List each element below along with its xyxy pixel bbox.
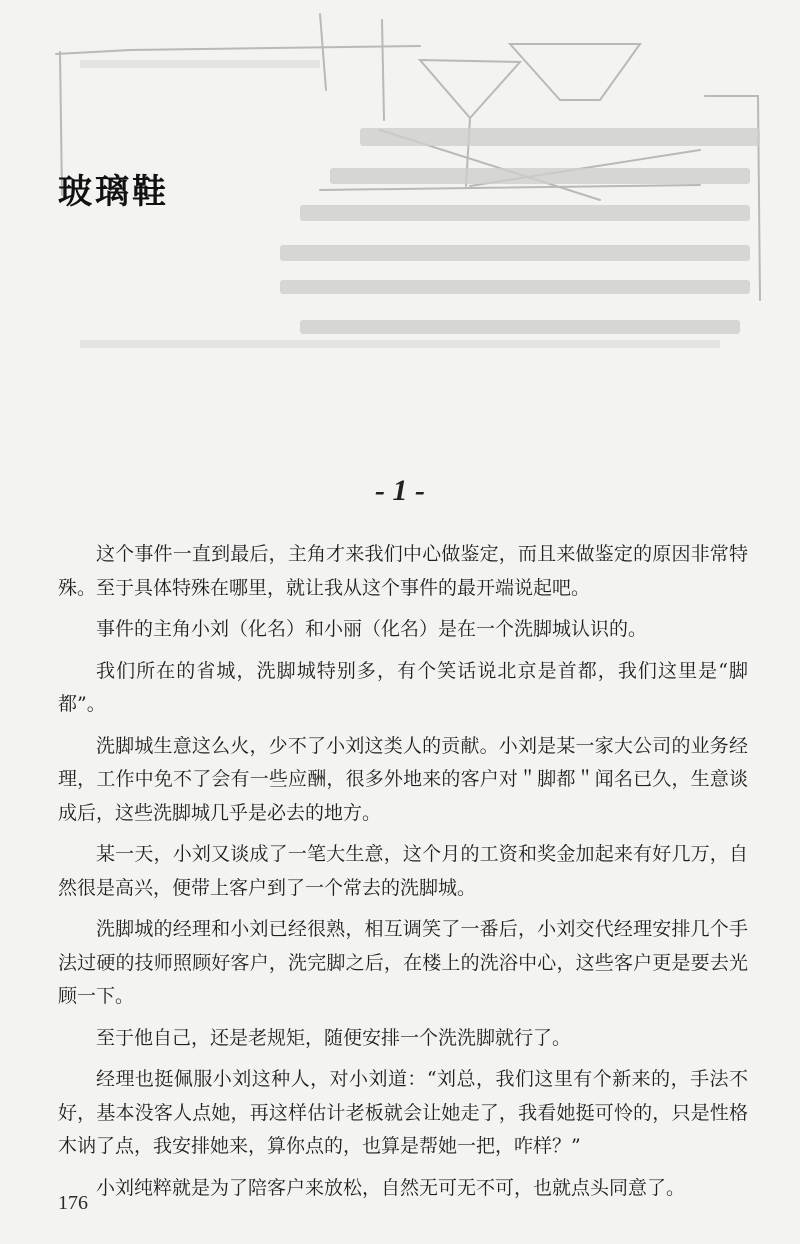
paragraph: 洗脚城的经理和小刘已经很熟，相互调笑了一番后，小刘交代经理安排几个手法过硬的技师照顾好客户，洗完脚之后，在楼上的洗浴中心，这些客户更是要去光顾一下。 [58,918,748,1007]
paragraph: 小刘纯粹就是为了陪客户来放松，自然无可无不可，也就点头同意了。 [96,1176,686,1199]
paragraph: 这个事件一直到最后，主角才来我们中心做鉴定，而且来做鉴定的原因非常特殊。至于具体特殊在哪里，就让我从这个事件的最开端说起吧。 [58,543,748,599]
paragraph: 经理也挺佩服小刘这种人，对小刘道：“刘总，我们这里有个新来的，手法不好，基本没客人点她，再这样估计老板就会让她走了，我看她挺可怜的，只是性格木讷了点，我安排她来，算你点的，也算是帮她一把，咋样？” [58,1068,748,1157]
paragraph: 某一天，小刘又谈成了一笔大生意，这个月的工资和奖金加起来有好几万，自然很是高兴，便带上客户到了一个常去的洗脚城。 [58,843,748,899]
section-number: - 1 - [375,474,425,507]
paragraph: 事件的主角小刘（化名）和小丽（化名）是在一个洗脚城认识的。 [96,618,648,640]
page-number: 176 [58,1192,88,1214]
body-text [58,538,748,1213]
paragraph: 至于他自己，还是老规矩，随便安排一个洗洗脚就行了。 [96,1026,572,1049]
paragraph: 洗脚城生意这么火，少不了小刘这类人的贡献。小刘是某一家大公司的业务经理，工作中免不了会有一些应酬，很多外地来的客户对＂脚都＂闻名已久，生意谈成后，这些洗脚城几乎是必去的地方。 [58,734,748,824]
paragraph: 我们所在的省城，洗脚城特别多，有个笑话说北京是首都，我们这里是“脚都”。 [58,659,748,715]
chapter-title: 玻璃鞋 [58,172,169,212]
